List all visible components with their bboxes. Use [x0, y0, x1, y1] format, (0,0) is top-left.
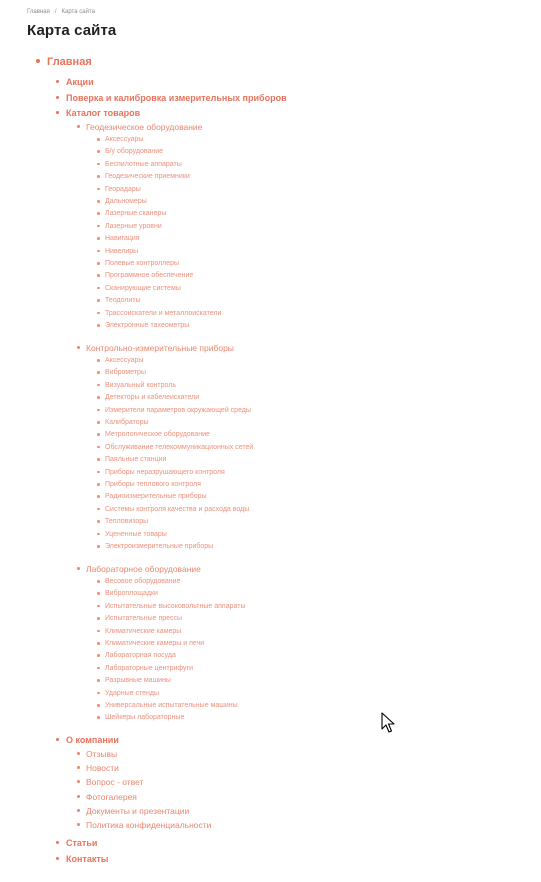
bullet-icon — [97, 592, 100, 595]
bullet-icon — [97, 667, 100, 670]
bullet-icon — [97, 200, 100, 203]
bullet-icon — [97, 642, 100, 645]
sitemap-lab-item-link[interactable] — [105, 665, 193, 672]
sitemap-kip-item-link[interactable] — [105, 506, 249, 513]
sitemap-link-label: Сканирующие системы — [105, 284, 181, 292]
bullet-icon — [77, 809, 80, 812]
sitemap-link-label: Акции — [66, 77, 94, 87]
sitemap-link-label: Лабораторное оборудование — [86, 564, 201, 574]
breadcrumb-home-link[interactable]: Главная — [27, 9, 50, 15]
bullet-icon — [97, 495, 100, 498]
sitemap-link-label: Шейкеры лабораторные — [105, 714, 185, 722]
sitemap-link-label: Главная — [47, 56, 92, 68]
sitemap-link-label: Каталог товаров — [66, 108, 141, 118]
sitemap-lab-item-link[interactable] — [105, 690, 159, 697]
bullet-icon — [97, 692, 100, 695]
sitemap-geo-item-link[interactable] — [105, 235, 140, 242]
sitemap-link-articles[interactable] — [66, 839, 97, 848]
bullet-icon — [56, 96, 59, 99]
bullet-icon — [97, 287, 100, 290]
sitemap-lab-item-link[interactable] — [105, 628, 181, 635]
sitemap-link-label: Теодолиты — [105, 297, 141, 305]
breadcrumb-separator: / — [54, 9, 57, 15]
bullet-icon — [97, 545, 100, 548]
bullet-icon — [97, 225, 100, 228]
sitemap-link-geo[interactable] — [86, 123, 202, 132]
bullet-icon — [77, 795, 80, 798]
sitemap-company-item-link[interactable] — [86, 750, 117, 759]
sitemap-lab-item-link[interactable] — [105, 640, 204, 647]
sitemap-link-label: Фотогалерея — [86, 791, 137, 802]
sitemap-link-label: Паяльные станции — [105, 456, 167, 464]
sitemap-geo-item-link[interactable] — [105, 297, 141, 304]
bullet-icon — [97, 396, 100, 399]
sitemap-link-label: Политика конфиденциальности — [86, 820, 212, 830]
sitemap-link-label: Универсальные испытательные машины — [105, 702, 238, 709]
sitemap-link-label: Лазерные уровни — [105, 222, 162, 230]
sitemap-link-label: Метрологическое оборудование — [105, 431, 210, 439]
sitemap-link-label: Геодезическое оборудование — [86, 122, 203, 132]
sitemap-link-label: Ударные стенды — [105, 689, 160, 697]
bullet-icon — [97, 520, 100, 523]
sitemap-company-item-link[interactable] — [86, 807, 189, 816]
sitemap-link-label: Электроизмерительные приборы — [105, 543, 214, 550]
sitemap-link-home[interactable] — [47, 57, 92, 68]
bullet-icon — [97, 433, 100, 436]
bullet-icon — [97, 188, 100, 191]
bullet-icon — [97, 580, 100, 583]
sitemap-link-label: Аксессуары — [105, 136, 144, 143]
bullet-icon — [97, 384, 100, 387]
sitemap-lab-item-link[interactable] — [105, 652, 176, 659]
sitemap-link-label: Контрольно-измерительные приборы — [86, 343, 234, 353]
sitemap-link-kip[interactable] — [86, 344, 234, 353]
sitemap-geo-item-link[interactable] — [105, 248, 138, 255]
sitemap-lab-item-link[interactable] — [105, 677, 171, 684]
sitemap-geo-item-link[interactable] — [105, 161, 182, 168]
bullet-icon — [97, 299, 100, 302]
breadcrumb-current: Карта сайта — [61, 9, 95, 15]
bullet-icon — [97, 508, 100, 511]
sitemap-link-catalog[interactable] — [66, 109, 140, 118]
bullet-icon — [97, 679, 100, 682]
sitemap-geo-item-link[interactable] — [105, 148, 163, 155]
sitemap-geo-item-link[interactable] — [105, 173, 190, 180]
sitemap-link-label: Георадары — [105, 185, 141, 193]
sitemap-link-label: Весовое оборудование — [105, 578, 181, 585]
sitemap-link-label: Испытательные высоковольтные аппараты — [105, 602, 246, 610]
sitemap-kip-item-link[interactable] — [105, 407, 251, 414]
bullet-icon — [77, 780, 80, 783]
sitemap-kip-item-link[interactable] — [105, 444, 253, 451]
sitemap-link-label: Беспилотные аппараты — [105, 160, 182, 168]
bullet-icon — [77, 125, 80, 128]
sitemap-link-promos[interactable] — [66, 78, 94, 87]
sitemap-link-label: Документы и презентации — [86, 805, 190, 816]
sitemap-lab-item-link[interactable] — [105, 578, 180, 585]
sitemap-link-about[interactable] — [66, 736, 119, 745]
sitemap-geo-item-link[interactable] — [105, 210, 166, 217]
sitemap-link-label: Дальномеры — [105, 198, 147, 205]
bullet-icon — [97, 150, 100, 153]
bullet-icon — [97, 471, 100, 474]
sitemap-link-label: Виброплощадки — [105, 590, 158, 598]
sitemap-link-label: Климатические камеры — [105, 627, 182, 635]
sitemap-link-calibration[interactable] — [66, 94, 287, 103]
bullet-icon — [56, 738, 59, 741]
sitemap-link-label: Радиоизмерительные приборы — [105, 493, 207, 501]
sitemap-link-label: Б/у оборудование — [105, 148, 164, 156]
sitemap-lab-item-link[interactable] — [105, 714, 184, 721]
sitemap-link-label: Визуальный контроль — [105, 381, 176, 389]
bullet-icon — [56, 841, 59, 844]
bullet-icon — [97, 654, 100, 657]
sitemap-kip-item-link[interactable] — [105, 518, 148, 525]
bullet-icon — [97, 359, 100, 362]
bullet-icon — [97, 371, 100, 374]
bullet-icon — [77, 766, 80, 769]
sitemap-link-label: Аксессуары — [105, 357, 144, 364]
sitemap-link-label: Тепловизоры — [105, 518, 149, 526]
bullet-icon — [97, 312, 100, 315]
sitemap-geo-item-link[interactable] — [105, 186, 141, 193]
sitemap-link-label: Лазерные сканеры — [105, 210, 167, 218]
bullet-icon — [97, 409, 100, 412]
sitemap-link-label: Приборы неразрушающего контроля — [105, 468, 225, 476]
bullet-icon — [97, 212, 100, 215]
sitemap-link-lab[interactable] — [86, 565, 201, 574]
sitemap-geo-item-link[interactable] — [105, 136, 143, 143]
sitemap-lab-item-link[interactable] — [105, 590, 158, 597]
bullet-icon — [56, 80, 59, 83]
sitemap-link-label: Статьи — [66, 838, 98, 848]
sitemap-kip-item-link[interactable] — [105, 456, 166, 463]
bullet-icon — [77, 823, 80, 826]
sitemap-kip-item-link[interactable] — [105, 493, 207, 500]
bullet-icon — [97, 163, 100, 166]
sitemap-link-label: Программное обеспечение — [105, 272, 194, 280]
sitemap-link-label: Испытательные прессы — [105, 615, 183, 623]
bullet-icon — [77, 567, 80, 570]
sitemap-link-label: Обслуживание телекоммуникационных сетей — [105, 443, 254, 451]
bullet-icon — [97, 716, 100, 719]
sitemap-kip-item-link[interactable] — [105, 357, 143, 364]
bullet-icon — [97, 421, 100, 424]
sitemap-kip-item-link[interactable] — [105, 394, 199, 401]
bullet-icon — [56, 857, 59, 860]
sitemap-link-label: Геодезические приемники — [105, 173, 190, 181]
sitemap-geo-item-link[interactable] — [105, 272, 193, 279]
bullet-icon — [97, 446, 100, 449]
sitemap-link-label: Новости — [86, 763, 119, 774]
sitemap-lab-item-link[interactable] — [105, 702, 238, 709]
sitemap-link-label: Калибраторы — [105, 419, 149, 426]
sitemap-geo-item-link[interactable] — [105, 223, 162, 230]
sitemap-link-label: Навигация — [105, 235, 140, 243]
sitemap-link-label: Измерители параметров окружающей среды — [105, 406, 251, 414]
sitemap-link-label: Электронные тахеометры — [105, 322, 190, 329]
bullet-icon — [97, 250, 100, 253]
sitemap-geo-item-link[interactable] — [105, 260, 179, 267]
sitemap-kip-item-link[interactable] — [105, 481, 201, 488]
sitemap-geo-item-link[interactable] — [105, 322, 189, 329]
bullet-icon — [97, 138, 100, 141]
bullet-icon — [77, 346, 80, 349]
bullet-icon — [97, 237, 100, 240]
sitemap-link-label: Уцененные товары — [105, 530, 167, 538]
sitemap-link-label: Трассоискатели и металлоискатели — [105, 309, 222, 317]
sitemap-link-contacts[interactable] — [66, 855, 108, 864]
sitemap-link-label: Приборы теплового контроля — [105, 481, 201, 488]
bullet-icon — [97, 483, 100, 486]
sitemap-link-label: Разрывные машины — [105, 677, 171, 685]
sitemap-company-item-link[interactable] — [86, 821, 211, 830]
bullet-icon — [97, 274, 100, 277]
sitemap-geo-item-link[interactable] — [105, 285, 181, 292]
sitemap-link-label: Лабораторная посуда — [105, 652, 176, 660]
sitemap-lab-item-link[interactable] — [105, 615, 182, 622]
sitemap-geo-item-link[interactable] — [105, 198, 147, 205]
sitemap-link-label: Нивелиры — [105, 247, 139, 255]
bullet-icon — [97, 458, 100, 461]
bullet-icon — [56, 111, 59, 114]
sitemap-kip-item-link[interactable] — [105, 531, 167, 538]
sitemap-company-item-link[interactable] — [86, 764, 119, 773]
bullet-icon — [97, 324, 100, 327]
sitemap-company-item-link[interactable] — [86, 793, 137, 802]
sitemap-link-label: Полевые контроллеры — [105, 260, 180, 267]
sitemap-link-label: Контакты — [66, 854, 109, 864]
sitemap-link-label: Поверка и калибровка измерительных приборов — [66, 93, 287, 103]
bullet-icon — [36, 59, 40, 63]
sitemap-link-label: Отзывы — [86, 749, 118, 759]
bullet-icon — [97, 704, 100, 707]
sitemap-kip-item-link[interactable] — [105, 419, 149, 426]
sitemap-link-label: Лабораторные центрифуги — [105, 664, 194, 672]
bullet-icon — [97, 617, 100, 620]
sitemap-link-label: Вопрос - ответ — [86, 777, 144, 788]
sitemap-company-item-link[interactable] — [86, 778, 143, 787]
bullet-icon — [97, 533, 100, 536]
bullet-icon — [97, 175, 100, 178]
sitemap-kip-item-link[interactable] — [105, 469, 225, 476]
bullet-icon — [97, 630, 100, 633]
bullet-icon — [97, 262, 100, 265]
sitemap-geo-item-link[interactable] — [105, 310, 221, 317]
page-title: Карта сайта — [27, 22, 117, 39]
sitemap-kip-item-link[interactable] — [105, 431, 210, 438]
bullet-icon — [77, 752, 80, 755]
sitemap-link-label: Климатические камеры и печи — [105, 640, 205, 647]
sitemap-lab-item-link[interactable] — [105, 603, 245, 610]
bullet-icon — [97, 605, 100, 608]
sitemap-kip-item-link[interactable] — [105, 369, 146, 376]
sitemap-link-label: О компании — [66, 735, 119, 745]
sitemap-kip-item-link[interactable] — [105, 543, 213, 550]
sitemap-link-label: Виброметры — [105, 369, 146, 377]
mouse-cursor-icon — [381, 712, 395, 734]
sitemap-kip-item-link[interactable] — [105, 382, 176, 389]
sitemap-link-label: Детекторы и кабелеискатели — [105, 394, 200, 402]
sitemap-link-label: Системы контроля качества и расхода воды — [105, 505, 250, 513]
